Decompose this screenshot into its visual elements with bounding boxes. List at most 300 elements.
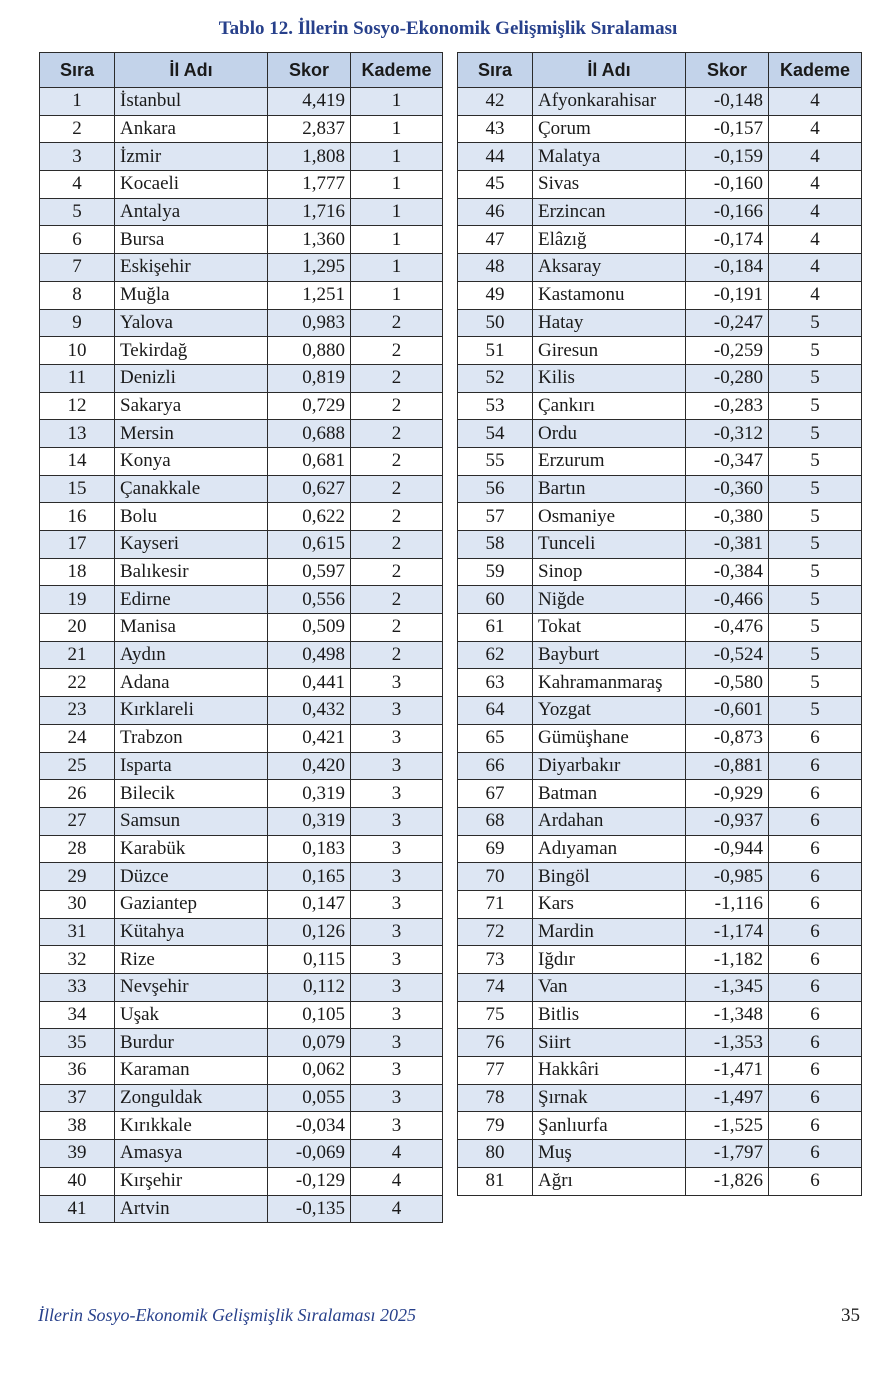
province-name-cell: Kars — [533, 890, 686, 918]
rank-cell: 78 — [458, 1084, 533, 1112]
score-cell: -0,466 — [686, 586, 769, 614]
province-name-cell: Diyarbakır — [533, 752, 686, 780]
rank-cell: 5 — [40, 198, 115, 226]
tier-cell: 5 — [769, 614, 862, 642]
rank-cell: 44 — [458, 143, 533, 171]
score-cell: -0,360 — [686, 475, 769, 503]
tier-cell: 4 — [769, 254, 862, 282]
score-cell: -0,129 — [268, 1167, 351, 1195]
province-name-cell: Şırnak — [533, 1084, 686, 1112]
rank-cell: 24 — [40, 724, 115, 752]
score-cell: -1,353 — [686, 1029, 769, 1057]
score-cell: -0,944 — [686, 835, 769, 863]
tier-cell: 3 — [351, 780, 443, 808]
tier-cell: 6 — [769, 752, 862, 780]
province-name-cell: Çankırı — [533, 392, 686, 420]
province-name-cell: İzmir — [115, 143, 268, 171]
tier-cell: 2 — [351, 364, 443, 392]
rank-cell: 49 — [458, 281, 533, 309]
score-cell: -0,476 — [686, 614, 769, 642]
province-name-cell: Artvin — [115, 1195, 268, 1223]
score-cell: 1,251 — [268, 281, 351, 309]
rank-cell: 81 — [458, 1167, 533, 1195]
score-cell: 0,729 — [268, 392, 351, 420]
rank-cell: 57 — [458, 503, 533, 531]
table-row — [40, 974, 443, 1002]
rank-cell: 9 — [40, 309, 115, 337]
tier-cell: 4 — [351, 1195, 443, 1223]
province-name-cell: Kırıkkale — [115, 1112, 268, 1140]
tier-cell: 4 — [769, 226, 862, 254]
tier-cell: 3 — [351, 890, 443, 918]
tier-cell: 1 — [351, 281, 443, 309]
table-row — [458, 143, 862, 171]
table-row — [458, 807, 862, 835]
table-row — [40, 309, 443, 337]
table-row — [458, 309, 862, 337]
table-row — [458, 337, 862, 365]
province-name-cell: Erzurum — [533, 447, 686, 475]
table-row — [458, 1112, 862, 1140]
rank-cell: 59 — [458, 558, 533, 586]
score-cell: 0,880 — [268, 337, 351, 365]
province-name-cell: Bitlis — [533, 1001, 686, 1029]
rank-cell: 71 — [458, 890, 533, 918]
table-row — [40, 890, 443, 918]
province-name-cell: Eskişehir — [115, 254, 268, 282]
score-cell: 1,777 — [268, 171, 351, 199]
table-row — [40, 724, 443, 752]
score-cell: 0,627 — [268, 475, 351, 503]
province-name-cell: Mardin — [533, 918, 686, 946]
tier-cell: 1 — [351, 88, 443, 116]
table-row — [458, 780, 862, 808]
province-name-cell: Kocaeli — [115, 171, 268, 199]
tier-cell: 2 — [351, 614, 443, 642]
column-header-name: İl Adı — [533, 53, 686, 88]
tier-cell: 3 — [351, 1001, 443, 1029]
rank-cell: 38 — [40, 1112, 115, 1140]
tier-cell: 6 — [769, 863, 862, 891]
province-name-cell: Niğde — [533, 586, 686, 614]
tier-cell: 3 — [351, 669, 443, 697]
rank-cell: 60 — [458, 586, 533, 614]
table-body-left — [40, 88, 443, 1223]
score-cell: -0,259 — [686, 337, 769, 365]
table-row — [40, 1029, 443, 1057]
table-row — [40, 254, 443, 282]
province-name-cell: Osmaniye — [533, 503, 686, 531]
score-cell: -0,135 — [268, 1195, 351, 1223]
tier-cell: 1 — [351, 226, 443, 254]
table-row — [458, 226, 862, 254]
tier-cell: 5 — [769, 447, 862, 475]
province-name-cell: Batman — [533, 780, 686, 808]
score-cell: -0,381 — [686, 531, 769, 559]
table-row — [40, 171, 443, 199]
table-row — [40, 281, 443, 309]
score-cell: 0,622 — [268, 503, 351, 531]
table-row — [458, 254, 862, 282]
tier-cell: 6 — [769, 1057, 862, 1085]
tier-cell: 6 — [769, 918, 862, 946]
province-name-cell: Çanakkale — [115, 475, 268, 503]
tier-cell: 3 — [351, 1057, 443, 1085]
tier-cell: 6 — [769, 1084, 862, 1112]
score-cell: -0,283 — [686, 392, 769, 420]
tier-cell: 3 — [351, 918, 443, 946]
province-name-cell: Uşak — [115, 1001, 268, 1029]
tier-cell: 5 — [769, 558, 862, 586]
table-row — [40, 1057, 443, 1085]
province-name-cell: Şanlıurfa — [533, 1112, 686, 1140]
table-header-row — [458, 53, 862, 88]
table-row — [40, 503, 443, 531]
province-name-cell: Bolu — [115, 503, 268, 531]
score-cell: -1,174 — [686, 918, 769, 946]
table-row — [458, 586, 862, 614]
province-name-cell: Karabük — [115, 835, 268, 863]
score-cell: -1,797 — [686, 1140, 769, 1168]
table-row — [40, 558, 443, 586]
score-cell: -0,069 — [268, 1140, 351, 1168]
score-cell: -1,345 — [686, 974, 769, 1002]
score-cell: -0,929 — [686, 780, 769, 808]
province-name-cell: Denizli — [115, 364, 268, 392]
tier-cell: 5 — [769, 364, 862, 392]
table-row — [458, 364, 862, 392]
rank-cell: 69 — [458, 835, 533, 863]
table-row — [40, 198, 443, 226]
rank-cell: 76 — [458, 1029, 533, 1057]
tier-cell: 2 — [351, 641, 443, 669]
province-name-cell: Balıkesir — [115, 558, 268, 586]
column-header-name: İl Adı — [115, 53, 268, 88]
table-row — [458, 1001, 862, 1029]
rank-cell: 42 — [458, 88, 533, 116]
score-cell: 0,556 — [268, 586, 351, 614]
province-name-cell: Hatay — [533, 309, 686, 337]
province-name-cell: Konya — [115, 447, 268, 475]
table-row — [40, 1140, 443, 1168]
rank-cell: 12 — [40, 392, 115, 420]
tier-cell: 3 — [351, 1084, 443, 1112]
rank-cell: 48 — [458, 254, 533, 282]
table-row — [40, 1112, 443, 1140]
tier-cell: 6 — [769, 1001, 862, 1029]
score-cell: 0,441 — [268, 669, 351, 697]
province-name-cell: Adana — [115, 669, 268, 697]
rank-cell: 27 — [40, 807, 115, 835]
province-name-cell: Manisa — [115, 614, 268, 642]
province-name-cell: Aksaray — [533, 254, 686, 282]
column-header-tier: Kademe — [769, 53, 862, 88]
score-cell: -0,247 — [686, 309, 769, 337]
score-cell: -1,826 — [686, 1167, 769, 1195]
rank-cell: 73 — [458, 946, 533, 974]
tier-cell: 5 — [769, 697, 862, 725]
column-header-rank: Sıra — [40, 53, 115, 88]
rank-cell: 15 — [40, 475, 115, 503]
province-name-cell: Tekirdağ — [115, 337, 268, 365]
rank-cell: 4 — [40, 171, 115, 199]
province-name-cell: Muş — [533, 1140, 686, 1168]
tier-cell: 3 — [351, 724, 443, 752]
province-name-cell: Iğdır — [533, 946, 686, 974]
rank-cell: 75 — [458, 1001, 533, 1029]
tier-cell: 5 — [769, 337, 862, 365]
score-cell: 0,615 — [268, 531, 351, 559]
table-row — [458, 88, 862, 116]
score-cell: -1,525 — [686, 1112, 769, 1140]
score-cell: -0,312 — [686, 420, 769, 448]
province-name-cell: Amasya — [115, 1140, 268, 1168]
rank-cell: 11 — [40, 364, 115, 392]
tier-cell: 5 — [769, 309, 862, 337]
rank-cell: 31 — [40, 918, 115, 946]
rank-cell: 40 — [40, 1167, 115, 1195]
rank-cell: 68 — [458, 807, 533, 835]
tier-cell: 6 — [769, 724, 862, 752]
score-cell: -0,034 — [268, 1112, 351, 1140]
rank-cell: 3 — [40, 143, 115, 171]
score-cell: -1,182 — [686, 946, 769, 974]
rank-cell: 45 — [458, 171, 533, 199]
rank-cell: 62 — [458, 641, 533, 669]
province-name-cell: Hakkâri — [533, 1057, 686, 1085]
score-cell: 0,420 — [268, 752, 351, 780]
tier-cell: 6 — [769, 890, 862, 918]
rank-cell: 26 — [40, 780, 115, 808]
rank-cell: 29 — [40, 863, 115, 891]
rank-cell: 6 — [40, 226, 115, 254]
tier-cell: 3 — [351, 807, 443, 835]
rank-cell: 16 — [40, 503, 115, 531]
table-row — [40, 475, 443, 503]
province-name-cell: Bayburt — [533, 641, 686, 669]
score-cell: -0,174 — [686, 226, 769, 254]
score-cell: -0,384 — [686, 558, 769, 586]
tier-cell: 2 — [351, 392, 443, 420]
score-cell: -0,873 — [686, 724, 769, 752]
tier-cell: 1 — [351, 254, 443, 282]
rank-cell: 21 — [40, 641, 115, 669]
score-cell: 2,837 — [268, 115, 351, 143]
table-row — [458, 171, 862, 199]
score-cell: -0,347 — [686, 447, 769, 475]
table-row — [40, 226, 443, 254]
rank-cell: 22 — [40, 669, 115, 697]
tier-cell: 2 — [351, 447, 443, 475]
table-title: Tablo 12. İllerin Sosyo-Ekonomik Gelişmişlik Sıralaması — [218, 18, 678, 39]
tier-cell: 4 — [769, 281, 862, 309]
table-header-row — [40, 53, 443, 88]
rank-cell: 77 — [458, 1057, 533, 1085]
province-name-cell: Kütahya — [115, 918, 268, 946]
tier-cell: 6 — [769, 946, 862, 974]
table-row — [40, 447, 443, 475]
rank-cell: 25 — [40, 752, 115, 780]
rank-cell: 19 — [40, 586, 115, 614]
score-cell: -0,524 — [686, 641, 769, 669]
score-cell: 0,509 — [268, 614, 351, 642]
table-row — [458, 669, 862, 697]
rank-cell: 28 — [40, 835, 115, 863]
province-name-cell: Samsun — [115, 807, 268, 835]
rank-cell: 7 — [40, 254, 115, 282]
province-name-cell: Gümüşhane — [533, 724, 686, 752]
table-row — [40, 1084, 443, 1112]
province-name-cell: Bilecik — [115, 780, 268, 808]
province-name-cell: İstanbul — [115, 88, 268, 116]
table-row — [40, 807, 443, 835]
score-cell: 0,165 — [268, 863, 351, 891]
province-name-cell: Malatya — [533, 143, 686, 171]
tier-cell: 3 — [351, 1112, 443, 1140]
rank-cell: 50 — [458, 309, 533, 337]
score-cell: -0,881 — [686, 752, 769, 780]
rank-cell: 56 — [458, 475, 533, 503]
score-cell: 0,681 — [268, 447, 351, 475]
rank-cell: 17 — [40, 531, 115, 559]
rank-cell: 65 — [458, 724, 533, 752]
score-cell: 0,055 — [268, 1084, 351, 1112]
rank-cell: 30 — [40, 890, 115, 918]
rank-cell: 8 — [40, 281, 115, 309]
tier-cell: 6 — [769, 1140, 862, 1168]
score-cell: -1,471 — [686, 1057, 769, 1085]
province-name-cell: Kırşehir — [115, 1167, 268, 1195]
rank-cell: 70 — [458, 863, 533, 891]
table-row — [40, 420, 443, 448]
score-cell: -0,937 — [686, 807, 769, 835]
province-name-cell: Muğla — [115, 281, 268, 309]
table-row — [458, 447, 862, 475]
table-row — [40, 697, 443, 725]
table-row — [40, 337, 443, 365]
score-cell: -0,184 — [686, 254, 769, 282]
province-name-cell: Sinop — [533, 558, 686, 586]
table-row — [458, 752, 862, 780]
score-cell: -0,191 — [686, 281, 769, 309]
tier-cell: 2 — [351, 586, 443, 614]
province-name-cell: Yozgat — [533, 697, 686, 725]
tier-cell: 4 — [769, 198, 862, 226]
rank-cell: 34 — [40, 1001, 115, 1029]
province-name-cell: Adıyaman — [533, 835, 686, 863]
table-row — [458, 946, 862, 974]
rank-cell: 58 — [458, 531, 533, 559]
column-header-score: Skor — [686, 53, 769, 88]
tier-cell: 5 — [769, 475, 862, 503]
rank-cell: 35 — [40, 1029, 115, 1057]
tier-cell: 4 — [769, 143, 862, 171]
province-name-cell: Giresun — [533, 337, 686, 365]
rank-cell: 46 — [458, 198, 533, 226]
column-header-rank: Sıra — [458, 53, 533, 88]
table-row — [458, 614, 862, 642]
table-row — [40, 918, 443, 946]
tier-cell: 4 — [769, 88, 862, 116]
rank-cell: 79 — [458, 1112, 533, 1140]
table-row — [458, 863, 862, 891]
score-cell: 0,688 — [268, 420, 351, 448]
province-name-cell: Ardahan — [533, 807, 686, 835]
rank-cell: 63 — [458, 669, 533, 697]
table-row — [458, 420, 862, 448]
tier-cell: 6 — [769, 1029, 862, 1057]
score-cell: 0,105 — [268, 1001, 351, 1029]
rank-cell: 33 — [40, 974, 115, 1002]
table-row — [40, 392, 443, 420]
rank-cell: 20 — [40, 614, 115, 642]
rank-cell: 36 — [40, 1057, 115, 1085]
province-name-cell: Erzincan — [533, 198, 686, 226]
score-cell: 0,079 — [268, 1029, 351, 1057]
table-row — [40, 641, 443, 669]
rank-cell: 52 — [458, 364, 533, 392]
province-name-cell: Gaziantep — [115, 890, 268, 918]
tier-cell: 3 — [351, 835, 443, 863]
rank-cell: 43 — [458, 115, 533, 143]
score-cell: -0,148 — [686, 88, 769, 116]
province-name-cell: Edirne — [115, 586, 268, 614]
rank-cell: 13 — [40, 420, 115, 448]
table-row — [40, 586, 443, 614]
score-cell: 1,360 — [268, 226, 351, 254]
table-row — [40, 946, 443, 974]
score-cell: 1,295 — [268, 254, 351, 282]
score-cell: 0,319 — [268, 780, 351, 808]
tier-cell: 6 — [769, 1167, 862, 1195]
score-cell: 0,498 — [268, 641, 351, 669]
rank-cell: 23 — [40, 697, 115, 725]
province-name-cell: Kilis — [533, 364, 686, 392]
rank-cell: 61 — [458, 614, 533, 642]
table-row — [40, 364, 443, 392]
tier-cell: 3 — [351, 946, 443, 974]
province-name-cell: Aydın — [115, 641, 268, 669]
province-name-cell: Siirt — [533, 1029, 686, 1057]
footer-title: İllerin Sosyo-Ekonomik Gelişmişlik Sıralaması 2025 — [38, 1305, 416, 1325]
tier-cell: 4 — [769, 115, 862, 143]
province-name-cell: Afyonkarahisar — [533, 88, 686, 116]
table-row — [458, 531, 862, 559]
province-name-cell: Bingöl — [533, 863, 686, 891]
score-cell: -1,348 — [686, 1001, 769, 1029]
score-cell: 0,819 — [268, 364, 351, 392]
table-row — [458, 1140, 862, 1168]
province-name-cell: Yalova — [115, 309, 268, 337]
score-cell: -0,166 — [686, 198, 769, 226]
score-cell: 1,716 — [268, 198, 351, 226]
score-cell: -0,601 — [686, 697, 769, 725]
rank-cell: 54 — [458, 420, 533, 448]
score-cell: -0,985 — [686, 863, 769, 891]
rank-cell: 39 — [40, 1140, 115, 1168]
tier-cell: 6 — [769, 974, 862, 1002]
page-number: 35 — [841, 1305, 860, 1326]
tier-cell: 2 — [351, 337, 443, 365]
score-cell: 0,183 — [268, 835, 351, 863]
tier-cell: 2 — [351, 531, 443, 559]
province-name-cell: Trabzon — [115, 724, 268, 752]
province-name-cell: Van — [533, 974, 686, 1002]
table-row — [40, 115, 443, 143]
table-row — [458, 558, 862, 586]
rank-cell: 51 — [458, 337, 533, 365]
table-row — [458, 1057, 862, 1085]
